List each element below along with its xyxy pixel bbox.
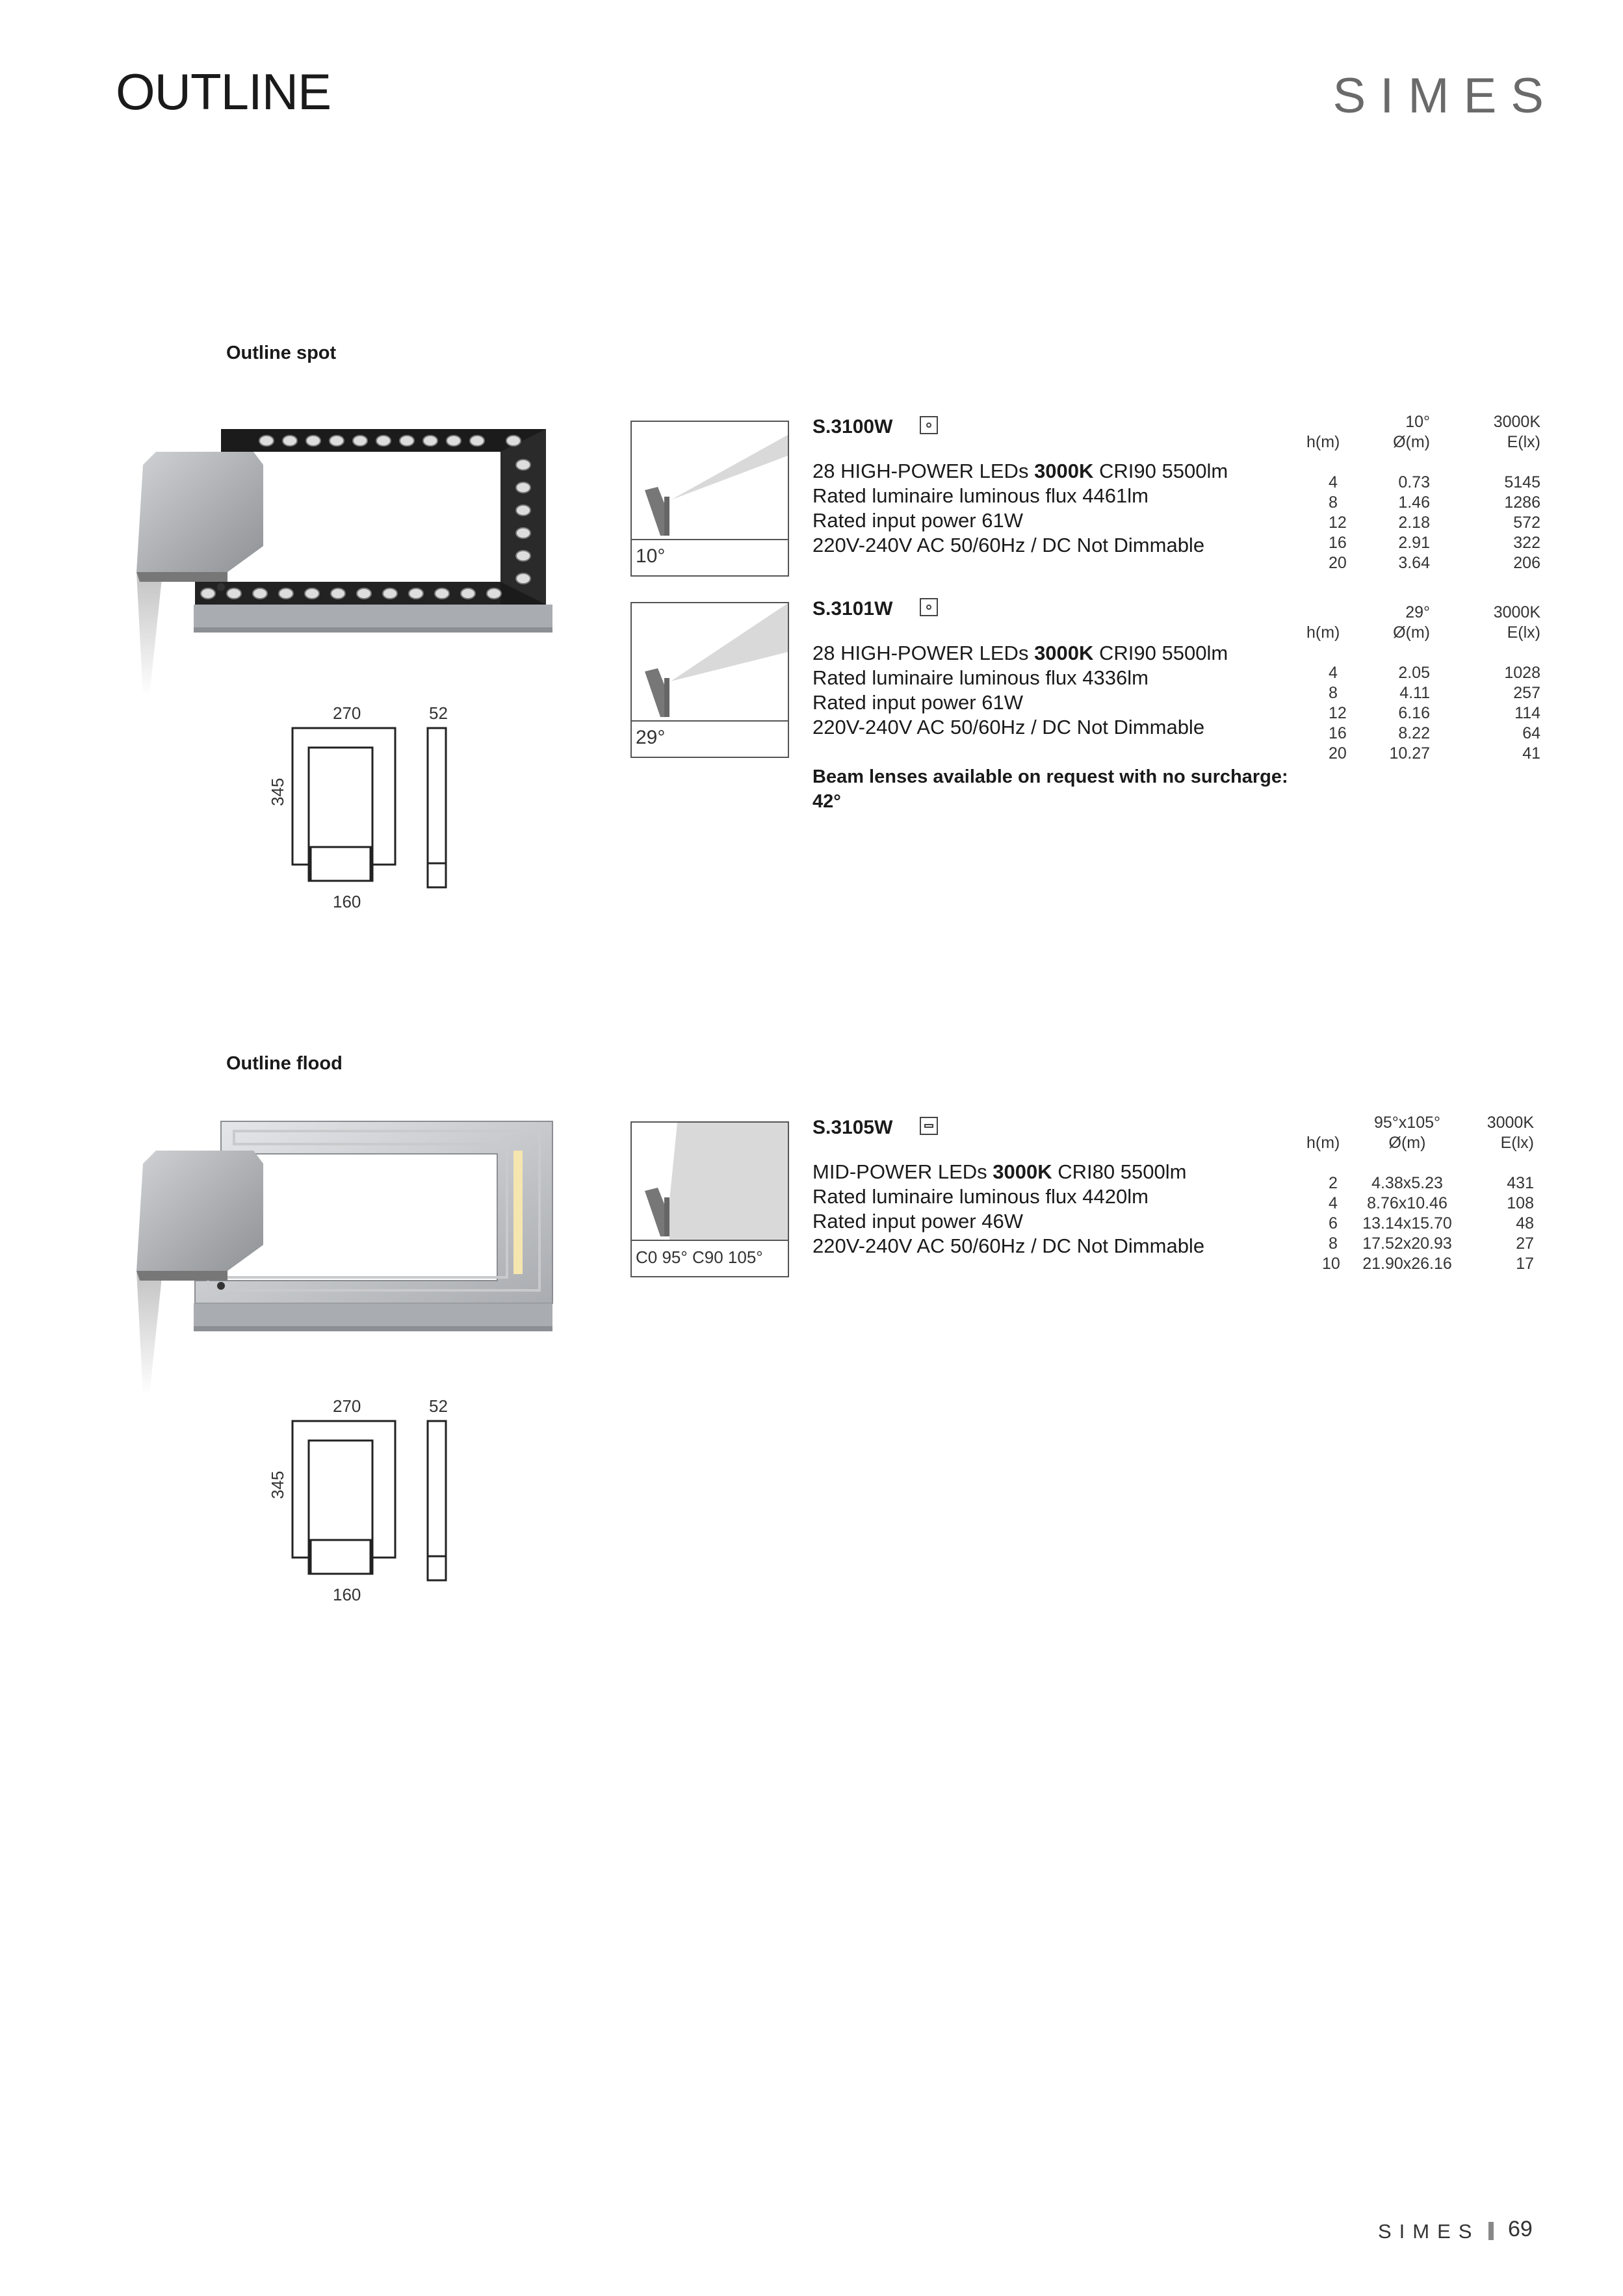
table-row: 12 6.16 114	[1329, 704, 1540, 722]
footer-divider	[1488, 2222, 1494, 2240]
table-row: 4 0.73 5145	[1329, 473, 1540, 491]
photometric-table: 10° 3000K h(m) Ø(m) E(lx) 4 0.73 5145 8 1.46 1286 12 2.18 572 16 2.91 322 20 3.64 206	[1306, 413, 1540, 572]
spot-product-photo	[123, 416, 565, 702]
table-row: 16 8.22 64	[1329, 724, 1540, 742]
dim-depth: 52	[429, 1396, 448, 1416]
table-row: 6 13.14x15.70 48	[1329, 1214, 1534, 1233]
table-row: 8 1.46 1286	[1329, 493, 1540, 512]
beam-diagram-flood	[630, 1121, 789, 1277]
linear-flood-icon	[920, 1117, 938, 1135]
table-row: 4 2.05 1028	[1329, 664, 1540, 682]
flood-product-photo	[123, 1115, 565, 1401]
table-row: 10 21.90x26.16 17	[1322, 1255, 1534, 1273]
round-spot-icon	[920, 598, 938, 616]
table-row: 12 2.18 572	[1329, 514, 1540, 532]
table-row: 8 17.52x20.93 27	[1329, 1234, 1534, 1253]
beam-diagram-29	[630, 602, 789, 758]
dim-width: 270	[333, 1396, 361, 1416]
product-code: S.3105W	[812, 1117, 893, 1138]
dim-width: 270	[333, 703, 361, 723]
section-title-spot: Outline spot	[226, 343, 337, 363]
photometric-table: 29° 3000K h(m) Ø(m) E(lx) 4 2.05 1028 8 4.11 257 12 6.16 114 16 8.22 64 20 10.27 41	[1306, 603, 1540, 763]
table-row: 16 2.91 322	[1329, 534, 1540, 552]
table-row: 20 10.27 41	[1329, 744, 1540, 763]
footer-brand: SIMES	[1378, 2220, 1480, 2243]
table-row: 20 3.64 206	[1329, 554, 1540, 572]
table-row: 2 4.38x5.23 431	[1329, 1174, 1534, 1192]
page-number: 69	[1508, 2217, 1533, 2241]
product-code: S.3101W	[812, 598, 893, 620]
beam-diagram-10	[630, 421, 789, 577]
section-title-flood: Outline flood	[226, 1053, 343, 1074]
lens-note: Beam lenses available on request with no surcharge: 42°	[812, 766, 1288, 812]
spot-dimension-drawing	[286, 725, 461, 893]
product-code: S.3100W	[812, 416, 893, 437]
dim-height: 345	[268, 1470, 287, 1499]
dim-depth: 52	[429, 703, 448, 723]
beam-label: C0 95° C90 105°	[636, 1247, 763, 1267]
beam-label: 10°	[636, 545, 666, 567]
table-row: 8 4.11 257	[1329, 684, 1540, 702]
photometric-table: 95°x105° 3000K h(m) Ø(m) E(lx) 2 4.38x5.23 431 4 8.76x10.46 108 6 13.14x15.70 48 8 17.52x20.93 27 10 21.90x26.16 17	[1306, 1114, 1534, 1273]
product-description: 28 HIGH-POWER LEDs 3000K CRI90 5500lm Rated luminaire luminous flux 4461lm Rated input power 61W 220V-240V AC 50/60Hz / DC Not Dimmable	[812, 460, 1228, 556]
dim-bottom: 160	[333, 892, 361, 911]
product-description: 28 HIGH-POWER LEDs 3000K CRI90 5500lm Rated luminaire luminous flux 4336lm Rated input power 61W 220V-240V AC 50/60Hz / DC Not Dimmable	[812, 642, 1228, 738]
table-row: 4 8.76x10.46 108	[1329, 1194, 1534, 1212]
dim-height: 345	[268, 777, 287, 806]
dim-bottom: 160	[333, 1585, 361, 1604]
round-spot-icon	[920, 416, 938, 434]
product-description: MID-POWER LEDs 3000K CRI80 5500lm Rated luminaire luminous flux 4420lm Rated input power 46W 220V-240V AC 50/60Hz / DC Not Dimmable	[812, 1160, 1205, 1257]
flood-dimension-drawing	[286, 1418, 461, 1585]
beam-label: 29°	[636, 727, 666, 748]
brand-logo: SIMES	[1332, 68, 1558, 124]
page-title: OUTLINE	[116, 63, 331, 120]
